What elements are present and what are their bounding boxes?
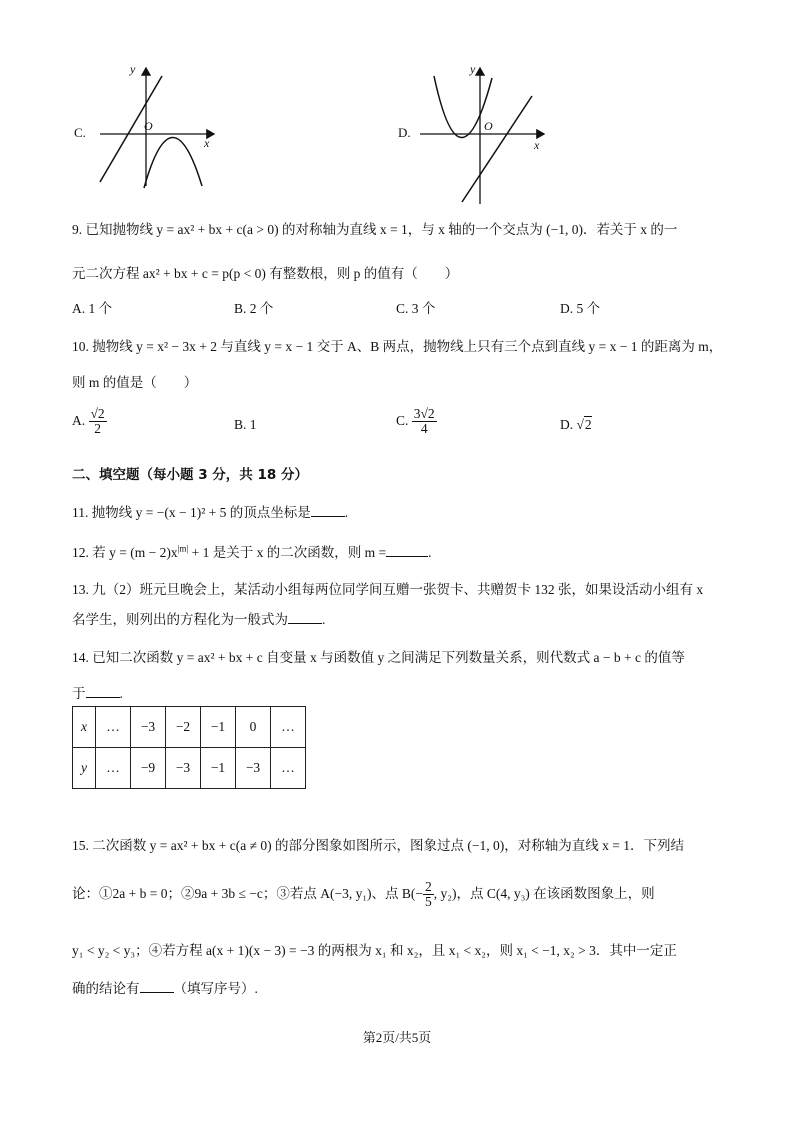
q10-option-a-numerator: √2 bbox=[90, 406, 105, 421]
table-cell: −1 bbox=[201, 707, 236, 748]
q13-line1: 13. 九（2）班元旦晚会上，某活动小组每两位同学间互赠一张贺卡、共赠贺卡 132 张，如果设活动小组有 x bbox=[72, 582, 704, 597]
q13-end: . bbox=[322, 612, 326, 627]
graph-d bbox=[420, 62, 550, 207]
graph-c bbox=[96, 62, 221, 190]
table-cell: x bbox=[73, 707, 96, 748]
table-cell: −3 bbox=[166, 748, 201, 789]
q12-text: 12. 若 y = (m − 2)x bbox=[72, 545, 178, 560]
graph-c-y-label: y bbox=[130, 62, 136, 76]
q9-option-a: A. 1 个 bbox=[72, 301, 113, 316]
table-cell: −3 bbox=[131, 707, 166, 748]
graph-d-x-label: x bbox=[534, 138, 540, 152]
q10-option-a-fraction bbox=[89, 407, 107, 436]
q9-option-d: D. 5 个 bbox=[560, 301, 601, 316]
q14-end: . bbox=[119, 686, 123, 701]
q12-exponent: |m| bbox=[177, 543, 189, 554]
table-cell: −9 bbox=[131, 748, 166, 789]
table-cell: 0 bbox=[236, 707, 271, 748]
q10-option-c-label: C. bbox=[396, 412, 409, 428]
table-row bbox=[73, 748, 306, 789]
q15-fraction-denominator: 5 bbox=[425, 894, 432, 910]
table-row bbox=[73, 707, 306, 748]
graph-c-label: C. bbox=[74, 125, 86, 140]
q11-blank[interactable] bbox=[311, 504, 345, 517]
q9-line2: 元二次方程 ax² + bx + c = p(p < 0) 有整数根，则 p 的值有（ ） bbox=[72, 266, 459, 281]
q9-line1: 9. 已知抛物线 y = ax² + bx + c(a > 0) 的对称轴为直线 x = 1，与 x 轴的一个交点为 (−1, 0)．若关于 x 的一 bbox=[72, 222, 678, 237]
q15-line2a: 论：①2a + b = 0；②9a + 3b ≤ −c；③若点 A(−3, y₁)、点 B(− bbox=[72, 885, 424, 901]
table-cell: −3 bbox=[236, 748, 271, 789]
q12-text2: + 1 是关于 x 的二次函数，则 m = bbox=[188, 545, 387, 560]
q10-option-c-fraction bbox=[412, 407, 437, 436]
table-cell: … bbox=[96, 707, 131, 748]
q15-line1: 15. 二次函数 y = ax² + bx + c(a ≠ 0) 的部分图象如图所示，图象过点 (−1, 0)，对称轴为直线 x = 1．下列结 bbox=[72, 838, 684, 853]
q15-line4-wrap bbox=[72, 977, 258, 997]
q15-line2 bbox=[72, 880, 655, 909]
q10-option-b: B. 1 bbox=[234, 417, 257, 432]
q10-option-d-value: 2 bbox=[584, 417, 592, 432]
q10-option-a-denominator: 2 bbox=[94, 421, 101, 437]
q14-line1: 14. 已知二次函数 y = ax² + bx + c 自变量 x 与函数值 y 之间满足下列数量关系，则代数式 a − b + c 的值等 bbox=[72, 650, 685, 665]
q14-line2-wrap bbox=[72, 682, 123, 702]
q13-line2: 名学生，则列出的方程化为一般式为 bbox=[72, 612, 288, 627]
q11 bbox=[72, 501, 348, 521]
table-cell: −2 bbox=[166, 707, 201, 748]
q15-fraction bbox=[423, 880, 434, 909]
q15-blank[interactable] bbox=[140, 980, 174, 993]
q10-line1: 10. 抛物线 y = x² − 3x + 2 与直线 y = x − 1 交于 A、B 两点，抛物线上只有三个点到直线 y = x − 1 的距离为 m， bbox=[72, 339, 723, 354]
q11-text: 11. 抛物线 y = −(x − 1)² + 5 的顶点坐标是 bbox=[72, 505, 311, 520]
q10-line2: 则 m 的值是（ ） bbox=[72, 375, 198, 390]
q15-line4-end: （填写序号）. bbox=[173, 981, 258, 996]
table-cell: … bbox=[96, 748, 131, 789]
graph-d-label: D. bbox=[398, 125, 411, 140]
graph-d-line bbox=[462, 96, 532, 202]
graph-c-x-label: x bbox=[204, 136, 210, 150]
q15-line2b: , y₂)，点 C(4, y₃) 在该函数图象上，则 bbox=[433, 885, 655, 901]
table-cell: −1 bbox=[201, 748, 236, 789]
q10-option-a-label: A. bbox=[72, 412, 86, 428]
graph-c-parabola bbox=[144, 137, 202, 188]
graph-d-y-label: y bbox=[470, 62, 476, 76]
q12 bbox=[72, 541, 431, 561]
page-footer: 第2页/共5页 bbox=[362, 1030, 432, 1045]
q15-line3: y₁ < y₂ < y₃；④若方程 a(x + 1)(x − 3) = −3 的两根为 x₁ 和 x₂，且 x₁ < x₂，则 x₁ < −1, x₂ > 3．其中一定正 bbox=[72, 943, 677, 958]
graph-d-origin-label: O bbox=[484, 119, 493, 133]
q10-option-d: D. √2 bbox=[560, 417, 592, 432]
q15-line4: 确的结论有 bbox=[72, 981, 140, 996]
q10-option-d-label: D. bbox=[560, 417, 574, 432]
q13-line2-wrap bbox=[72, 608, 325, 628]
table-cell: … bbox=[271, 707, 306, 748]
q10-option-c bbox=[396, 407, 437, 436]
q14-table bbox=[72, 706, 306, 789]
q9-option-c: C. 3 个 bbox=[396, 301, 436, 316]
q10-option-c-denominator: 4 bbox=[420, 421, 428, 437]
q10-option-a bbox=[72, 407, 107, 436]
table-cell: y bbox=[73, 748, 96, 789]
graph-c-origin-label: O bbox=[144, 119, 153, 133]
q12-end: . bbox=[428, 545, 432, 560]
q15-fraction-numerator: 2 bbox=[425, 879, 432, 894]
q12-blank[interactable] bbox=[386, 544, 428, 557]
q10-option-c-numerator: 3√2 bbox=[413, 406, 435, 421]
q14-line2: 于 bbox=[72, 686, 86, 701]
q13-blank[interactable] bbox=[288, 611, 322, 624]
q11-end: . bbox=[344, 505, 349, 520]
q14-blank[interactable] bbox=[86, 685, 120, 698]
section-2-title: 二、填空题（每小题 3 分，共 18 分） bbox=[72, 467, 308, 483]
q9-option-b: B. 2 个 bbox=[234, 301, 274, 316]
table-cell: … bbox=[271, 748, 306, 789]
